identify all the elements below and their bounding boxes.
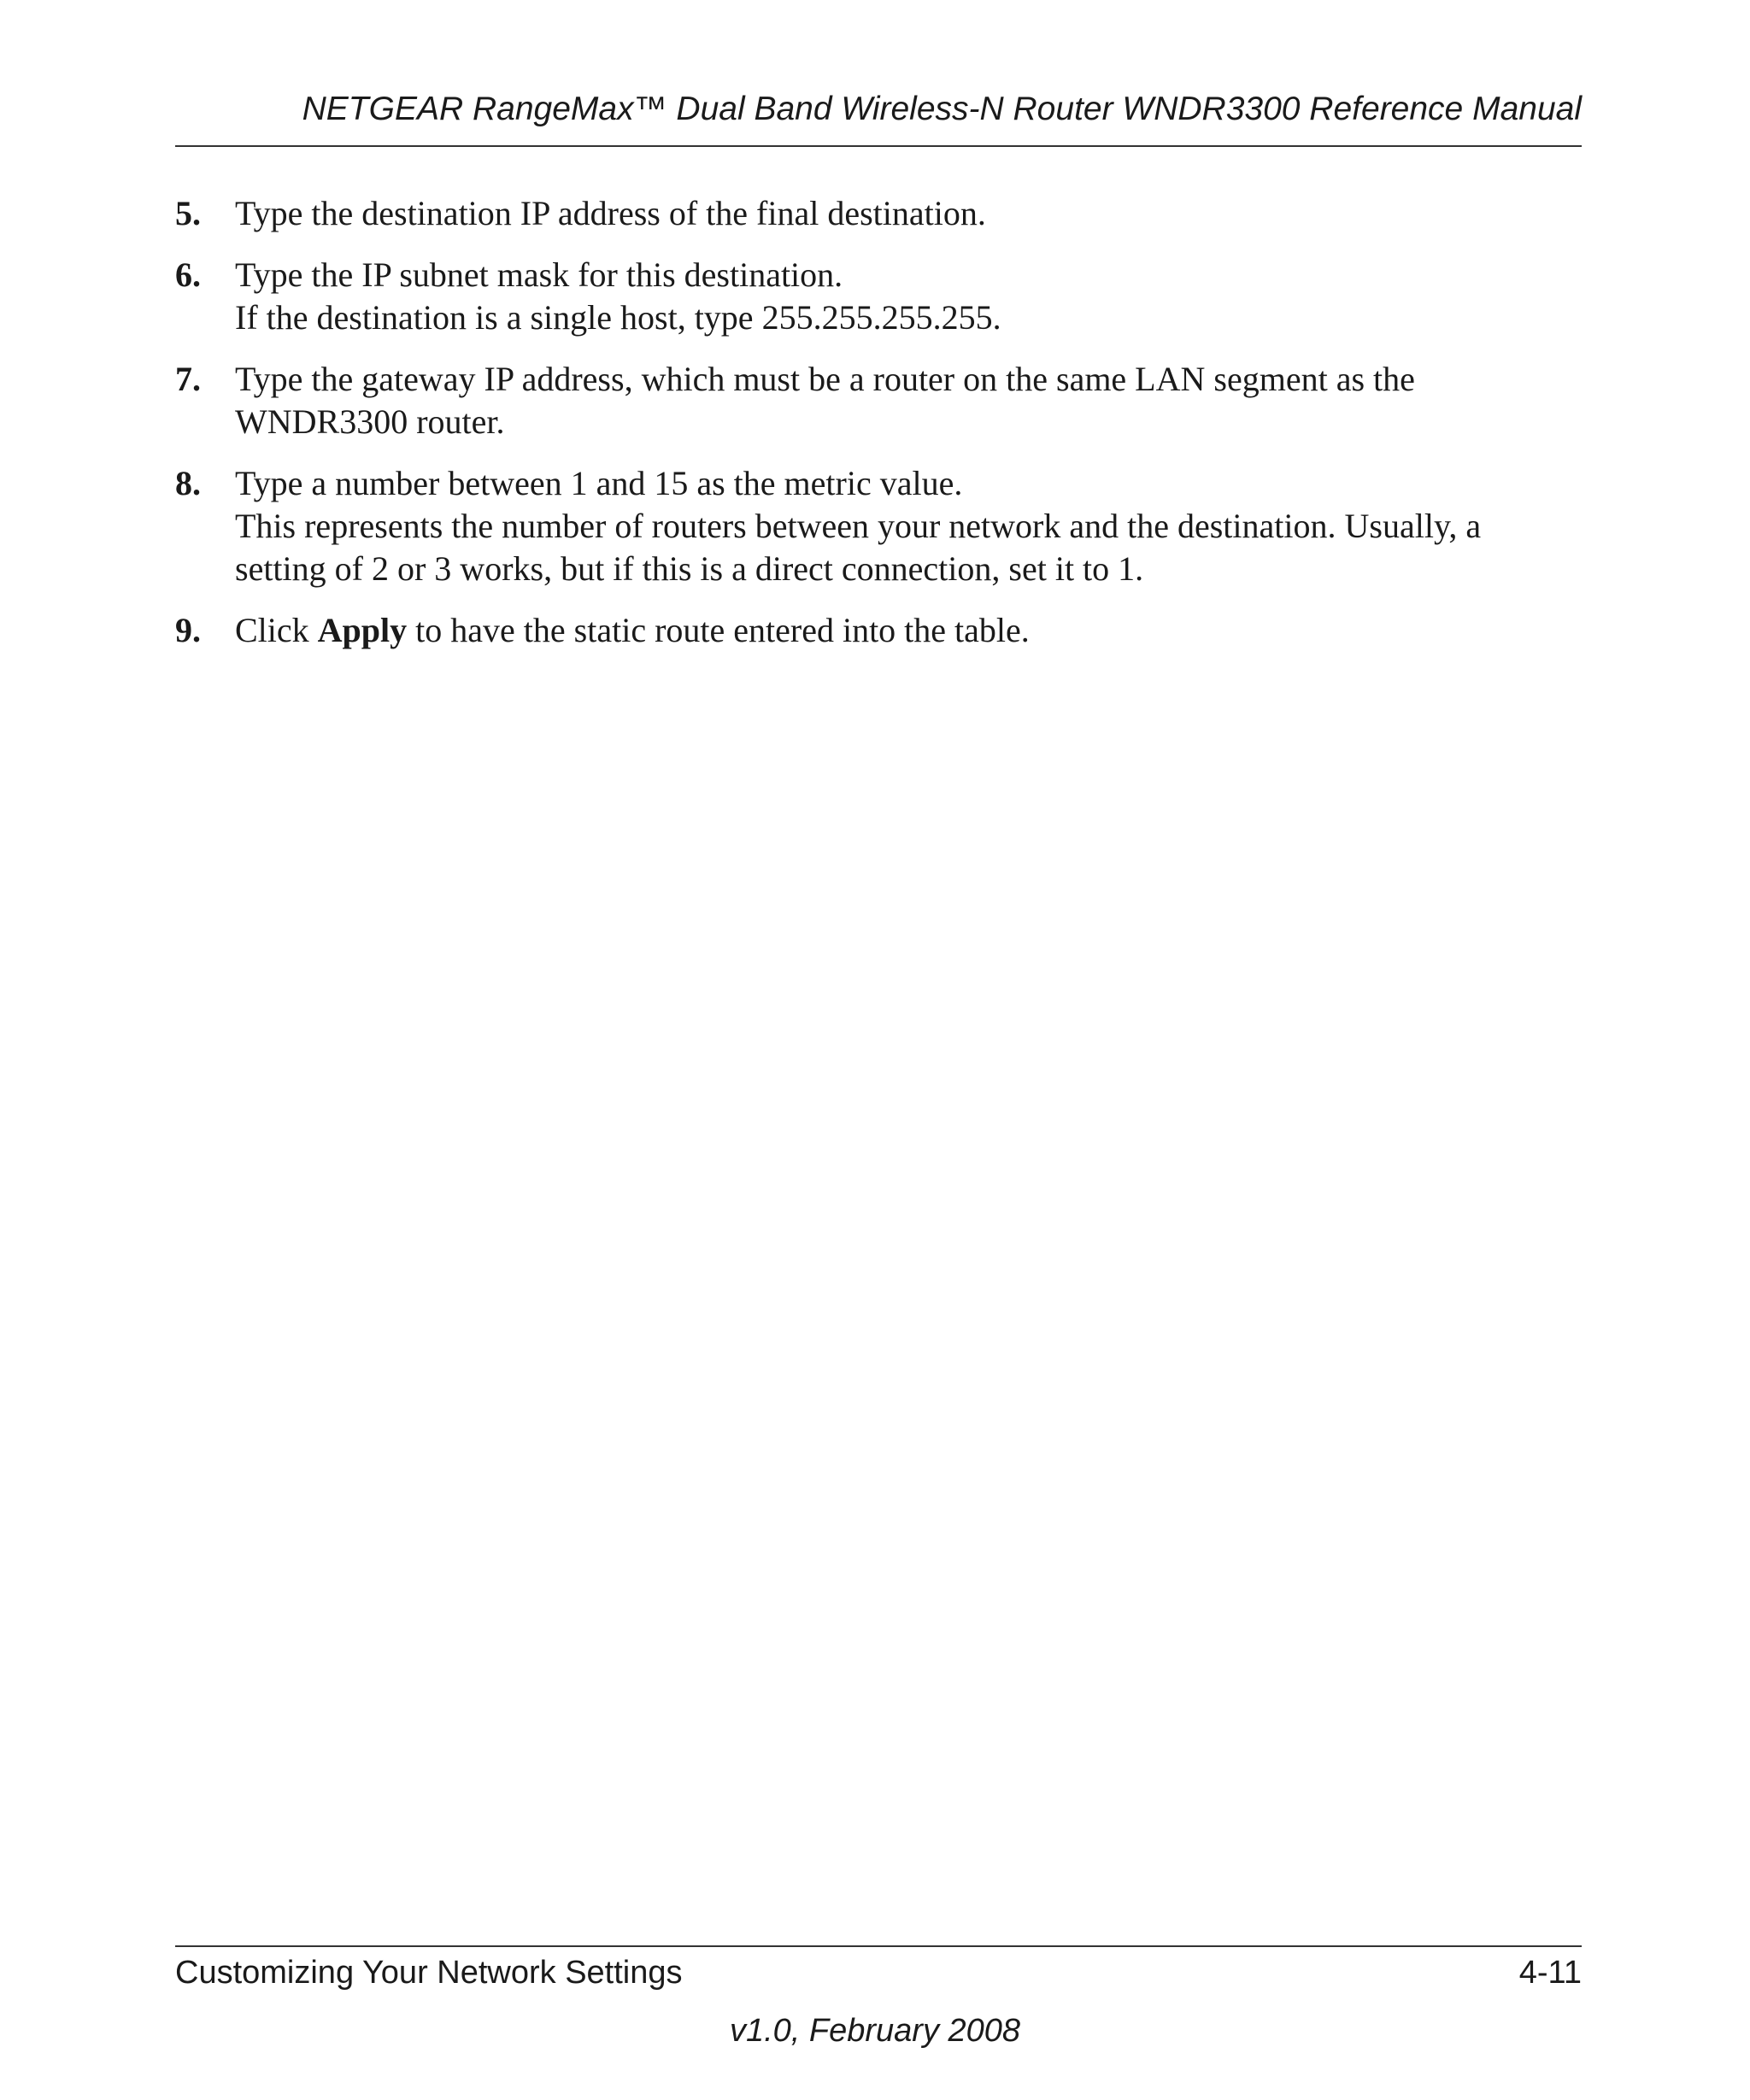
step-number: 7. bbox=[175, 360, 201, 398]
step-5 bbox=[175, 192, 1582, 235]
step-text-line: Type the gateway IP address, which must be a router on the same LAN segment as the bbox=[235, 360, 1415, 398]
step-8 bbox=[175, 462, 1582, 590]
step-6 bbox=[175, 254, 1582, 339]
step-text-prefix: Click bbox=[235, 611, 318, 649]
step-number: 9. bbox=[175, 611, 201, 649]
step-list bbox=[175, 192, 1582, 671]
apply-label: Apply bbox=[317, 611, 408, 649]
page-header-title: NETGEAR RangeMax™ Dual Band Wireless-N Router WNDR3300 Reference Manual bbox=[302, 91, 1582, 127]
step-text-suffix: to have the static route entered into the table. bbox=[407, 611, 1030, 649]
step-text-line: Type the destination IP address of the final destination. bbox=[235, 194, 986, 232]
step-text-line: This represents the number of routers between your network and the destination. Usually, a bbox=[235, 507, 1482, 545]
version-date: v1.0, February 2008 bbox=[729, 2013, 1021, 2049]
header-rule bbox=[175, 145, 1582, 147]
step-number: 5. bbox=[175, 194, 201, 232]
step-number: 6. bbox=[175, 255, 201, 294]
footer-rule bbox=[175, 1945, 1582, 1947]
step-text-line: WNDR3300 router. bbox=[235, 402, 505, 441]
step-text-line bbox=[235, 609, 1582, 652]
step-text-line: Type a number between 1 and 15 as the metric value. bbox=[235, 464, 963, 502]
step-7 bbox=[175, 358, 1582, 443]
step-text-line: Type the IP subnet mask for this destination. bbox=[235, 255, 843, 294]
step-number: 8. bbox=[175, 464, 201, 502]
footer-section-title: Customizing Your Network Settings bbox=[175, 1955, 683, 1991]
step-9 bbox=[175, 609, 1582, 652]
page-number: 4-11 bbox=[1518, 1955, 1582, 1991]
step-text-line: setting of 2 or 3 works, but if this is a direct connection, set it to 1. bbox=[235, 549, 1144, 588]
step-text-line: If the destination is a single host, type 255.255.255.255. bbox=[235, 298, 1001, 337]
